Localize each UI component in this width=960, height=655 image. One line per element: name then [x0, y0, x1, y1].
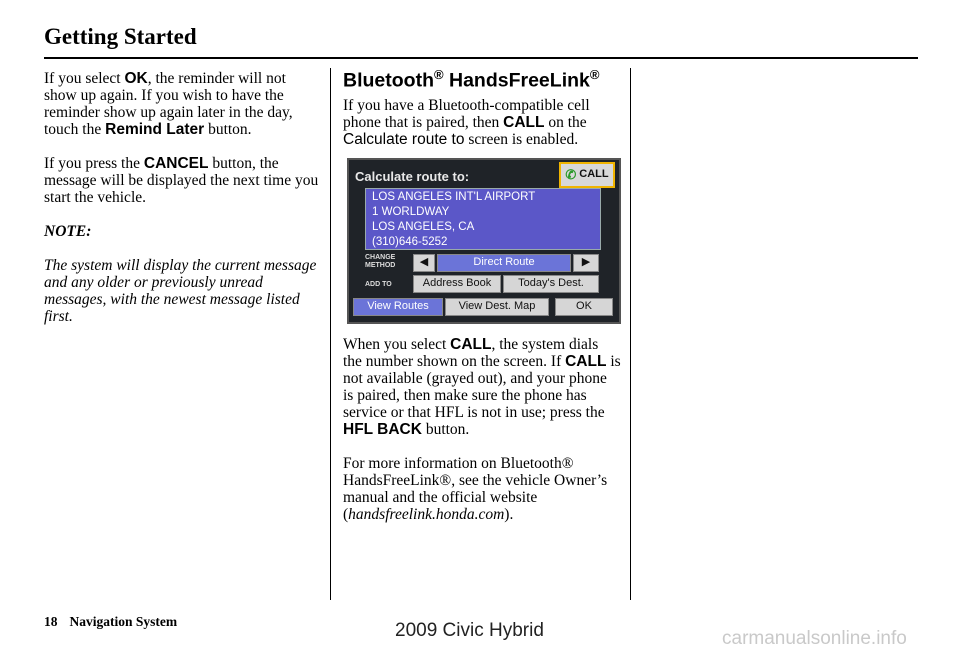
website-link: handsfreelink.honda.com [348, 505, 505, 523]
section-heading: Bluetooth® HandsFreeLink® [343, 67, 600, 92]
page-number: 18 [44, 614, 58, 629]
intro-paragraph: If you have a Bluetooth-compatible cell phone that is paired, then CALL on the Calculate route to screen is enabled. [343, 96, 590, 148]
arrow-left-icon: ◀ [413, 254, 435, 272]
view-dest-map-button: View Dest. Map [445, 298, 549, 316]
note-body: The system will display the current message and any older or previously unread messages, with the newest message listed first. [44, 257, 317, 325]
column-divider-right [630, 68, 631, 600]
todays-dest-button: Today's Dest. [503, 275, 599, 293]
page-footer [44, 614, 177, 630]
column-divider-left [330, 68, 331, 600]
change-method-label: CHANGE METHOD [365, 253, 396, 269]
right-column [343, 64, 621, 540]
ok-paragraph: If you select OK, the reminder will not show up again. If you wish to have the reminder show up again later in the day, touch the Remind Later button. [44, 70, 293, 138]
vehicle-watermark: 2009 Civic Hybrid [395, 620, 544, 641]
cancel-paragraph: If you press the CANCEL button, the message will be displayed the next time you start the vehicle. [44, 155, 319, 206]
screen-title: Calculate route to: [355, 168, 470, 184]
note-heading: NOTE: [44, 223, 92, 240]
more-info-paragraph: For more information on Bluetooth® HandsFreeLink®, see the vehicle Owner’s manual and the official website (handsfreelink.honda.com). [343, 454, 608, 523]
route-method-display: Direct Route [437, 254, 571, 272]
address-book-button: Address Book [413, 275, 501, 293]
arrow-right-icon: ▶ [573, 254, 599, 272]
footer-section-name: Navigation System [69, 614, 178, 629]
page-title: Getting Started [44, 24, 197, 49]
destination-address: LOS ANGELES INT'L AIRPORT 1 WORLDWAY LOS ANGELES, CA (310)646-5252 [365, 188, 601, 250]
phone-icon: ✆ [565, 167, 577, 182]
site-watermark: carmanualsonline.info [722, 628, 907, 649]
view-routes-button: View Routes [353, 298, 443, 316]
title-divider [44, 57, 918, 59]
ok-button: OK [555, 298, 613, 316]
left-column [44, 70, 322, 342]
call-paragraph: When you select CALL, the system dials the number shown on the screen. If CALL is not available (grayed out), and your phone is paired, then make sure the phone has service or that HFL is not in use; press the HFL BACK button. [343, 335, 621, 438]
calculate-route-screenshot [347, 158, 621, 324]
add-to-label: ADD TO [365, 280, 392, 288]
call-button: ✆ CALL [559, 162, 615, 188]
